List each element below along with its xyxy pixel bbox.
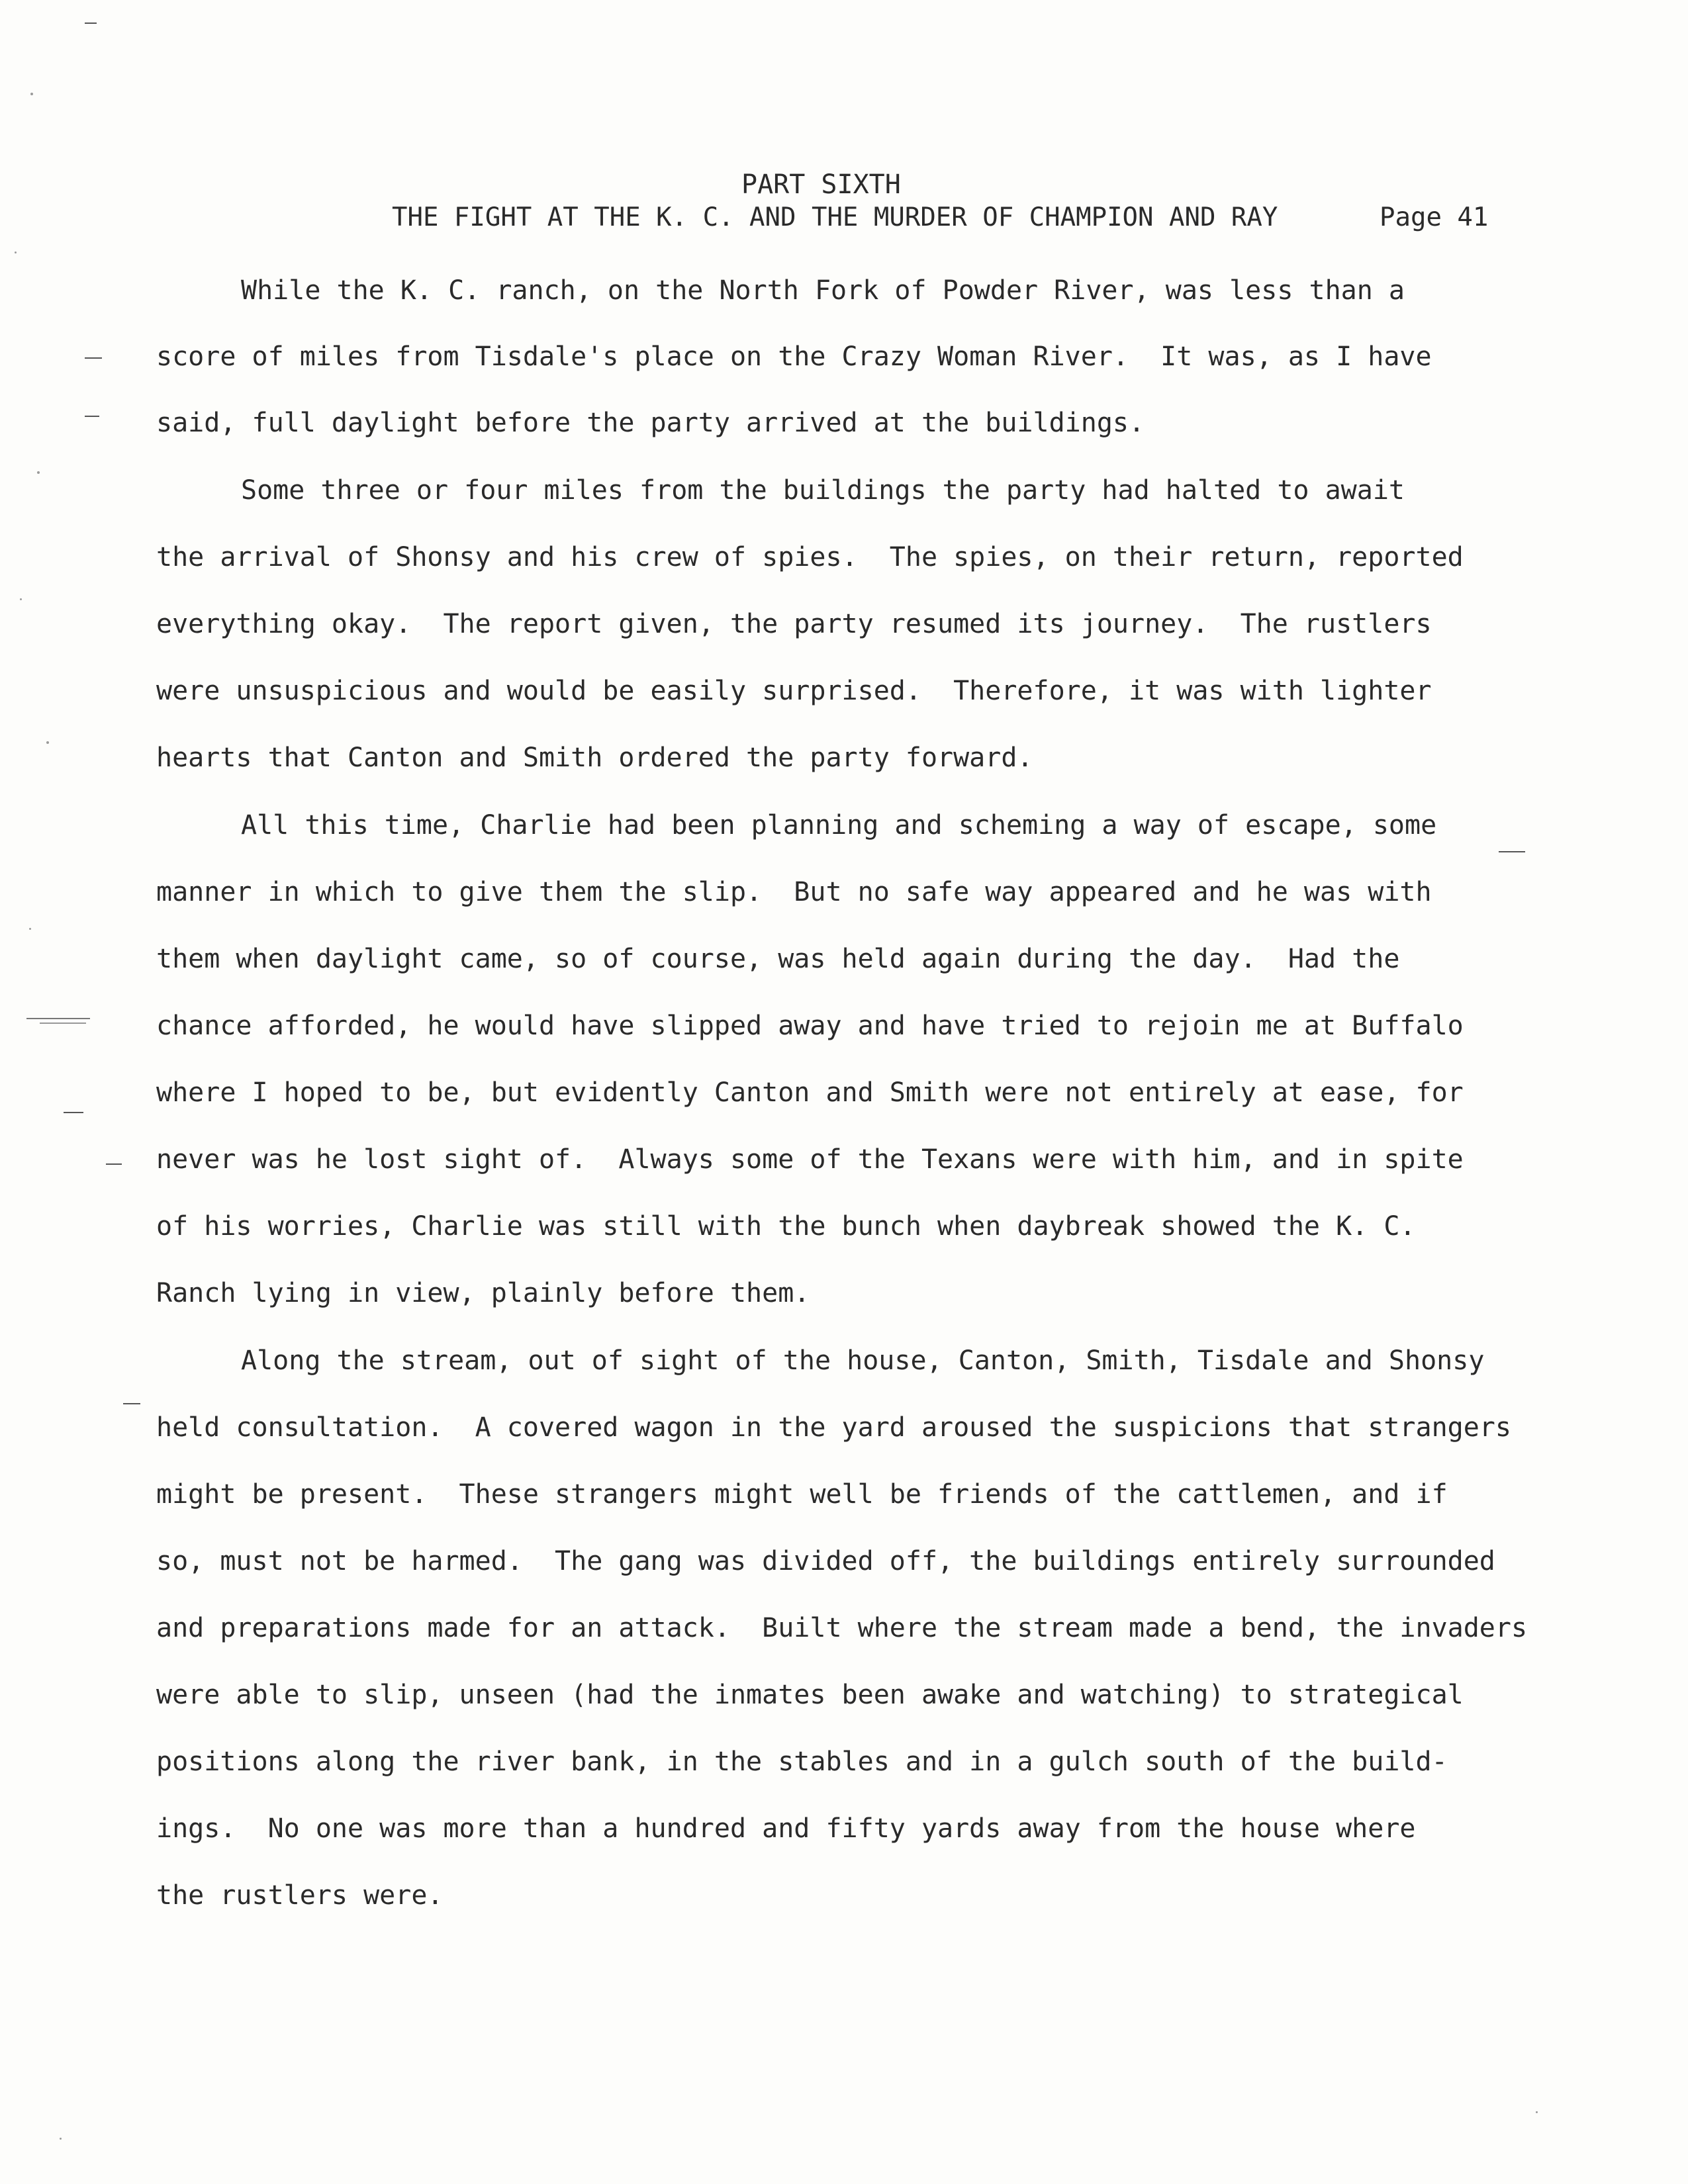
scan-mark	[85, 23, 97, 24]
body-line: Ranch lying in view, plainly before them.	[156, 1278, 810, 1308]
scan-speck	[20, 598, 22, 600]
body-line: manner in which to give them the slip. But no safe way appeared and he was with	[156, 877, 1432, 907]
scan-mark	[40, 1023, 86, 1024]
body-line: Along the stream, out of sight of the house, Canton, Smith, Tisdale and Shonsy	[241, 1345, 1485, 1376]
scan-mark	[1499, 851, 1525, 852]
body-line: While the K. C. ranch, on the North Fork of Powder River, was less than a	[241, 275, 1405, 306]
body-line: All this time, Charlie had been planning and scheming a way of escape, some	[241, 810, 1437, 841]
body-line: positions along the river bank, in the stables and in a gulch south of the build-	[156, 1747, 1448, 1777]
body-line: the arrival of Shonsy and his crew of spies. The spies, on their return, reported	[156, 542, 1464, 572]
body-line: held consultation. A covered wagon in the yard aroused the suspicions that strangers	[156, 1412, 1511, 1443]
body-line: where I hoped to be, but evidently Canton and Smith were not entirely at ease, for	[156, 1077, 1464, 1108]
body-line: never was he lost sight of. Always some of the Texans were with him, and in spite	[156, 1144, 1464, 1175]
scan-speck	[1536, 2111, 1538, 2113]
body-line: them when daylight came, so of course, was held again during the day. Had the	[156, 944, 1400, 974]
scan-mark	[64, 1112, 83, 1113]
body-line: hearts that Canton and Smith ordered the party forward.	[156, 743, 1033, 773]
scan-mark	[85, 416, 99, 417]
body-line: the rustlers were.	[156, 1880, 444, 1911]
scan-speck	[30, 93, 33, 95]
body-line: ings. No one was more than a hundred and fifty yards away from the house where	[156, 1813, 1416, 1844]
body-line: said, full daylight before the party arrived at the buildings.	[156, 408, 1145, 438]
body-line: were unsuspicious and would be easily surprised. Therefore, it was with lighter	[156, 676, 1432, 706]
scan-mark	[123, 1403, 140, 1404]
scan-speck	[29, 928, 31, 930]
part-heading: PART SIXTH	[741, 169, 901, 200]
body-line: everything okay. The report given, the party resumed its journey. The rustlers	[156, 609, 1432, 639]
scan-speck	[15, 251, 17, 253]
scan-speck	[60, 2138, 62, 2140]
body-line: score of miles from Tisdale's place on the Crazy Woman River. It was, as I have	[156, 341, 1432, 372]
scan-mark	[85, 357, 102, 359]
scan-mark	[106, 1163, 122, 1165]
scan-mark	[26, 1018, 90, 1019]
body-line: were able to slip, unseen (had the inmates been awake and watching) to strategical	[156, 1680, 1464, 1710]
body-line: chance afforded, he would have slipped away and have tried to rejoin me at Buffalo	[156, 1011, 1464, 1041]
page-number: Page 41	[1380, 203, 1489, 232]
scan-speck	[37, 471, 40, 474]
scan-speck	[46, 741, 49, 744]
body-line: might be present. These strangers might well be friends of the cattlemen, and if	[156, 1479, 1448, 1510]
chapter-subtitle: THE FIGHT AT THE K. C. AND THE MURDER OF CHAMPION AND RAY	[392, 203, 1278, 232]
body-line: of his worries, Charlie was still with the bunch when daybreak showed the K. C.	[156, 1211, 1416, 1242]
body-line: so, must not be harmed. The gang was divided off, the buildings entirely surrounded	[156, 1546, 1495, 1576]
body-line: and preparations made for an attack. Built where the stream made a bend, the invaders	[156, 1613, 1528, 1643]
body-line: Some three or four miles from the buildings the party had halted to await	[241, 475, 1405, 506]
